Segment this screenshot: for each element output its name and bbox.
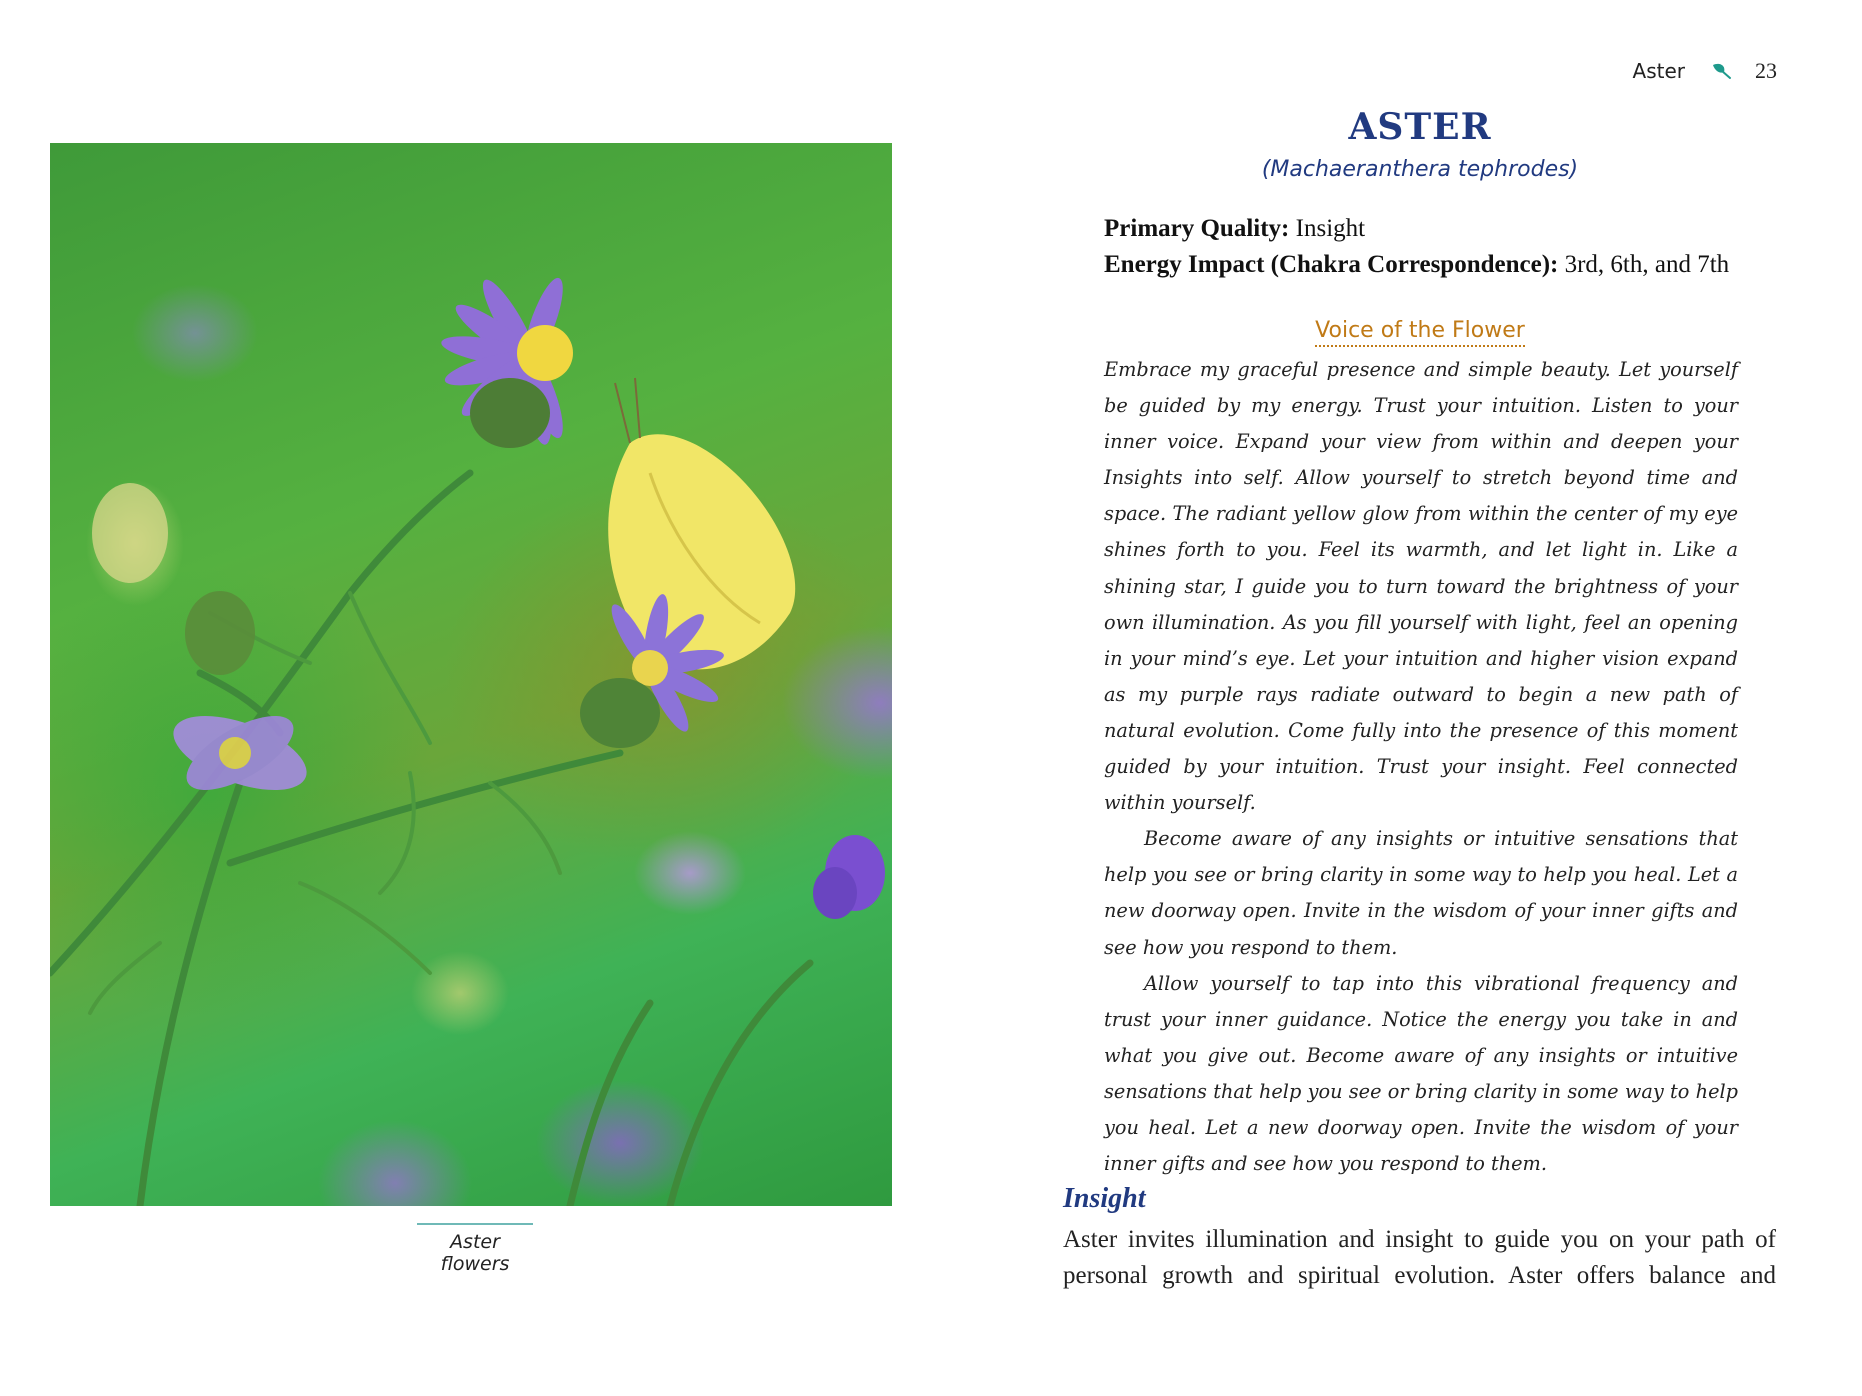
page-number: 23 [1755,58,1777,83]
entry-title: ASTER [1348,106,1492,148]
voice-paragraph: Allow yourself to tap into this vibrational frequency and trust your inner guidance. Notice the energy you take in and what you give out. Become aware of any insights or intuitive sensations that help you see or bring clarity in some way to help you heal. Let a new doorway open. Invite the wisdom of your inner gifts and see how you respond to them. [1104,971,1738,1176]
running-head-title: Aster [1632,59,1685,83]
energy-impact-value: 3rd, 6th, and 7th [1564,251,1730,278]
voice-heading-text: Voice of the Flower [1315,318,1525,347]
voice-text [1104,352,1738,1182]
primary-quality-value: Insight [1295,215,1366,242]
running-head [1633,58,1777,84]
aster-photo [50,143,892,1206]
voice-paragraph: Become aware of any insights or intuitive sensations that help you see or bring clarity in some way to help you heal. Let a new doorway open. Invite in the wisdom of your inner gifts and see how you respond to them. [1104,827,1738,959]
voice-paragraph: Embrace my graceful presence and simple beauty. Let yourself be guided by my energy. Trust your intuition. Listen to your inner voice. Expand your view from within and deepen your Insights into self. Allow yourself to stretch beyond time and space. The radiant yellow glow from within the center of my eye shines forth to you. Feel its warmth, and let light in. Like a shining star, I guide you to turn toward the brightness of your own illumination. As you fill yourself with light, feel an opening in your mind’s eye. Let your intuition and higher vision expand as my purple rays radiate outward to begin a new path of natural evolution. Come fully into the presence of this moment guided by your intuition. Trust your insight. Feel connected within yourself. [1104,358,1738,815]
figure-caption: Aster flowers [417,1223,533,1275]
insight-heading: Insight [1063,1183,1146,1214]
energy-impact-row [1104,247,1729,283]
voice-heading [1060,318,1780,343]
energy-impact-label: Energy Impact (Chakra Correspondence): [1104,251,1559,278]
primary-quality-row [1104,211,1729,247]
aster-photo-illustration [50,143,892,1206]
latin-name: (Machaeranthera tephrodes) [1261,157,1579,182]
insight-body: Aster invites illumination and insight to guide you on your path of personal growth and spiritual evolution. Aster offers balance and [1063,1226,1776,1289]
entry-meta [1104,211,1729,283]
primary-quality-label: Primary Quality: [1104,215,1290,242]
leaf-icon [1711,62,1733,80]
